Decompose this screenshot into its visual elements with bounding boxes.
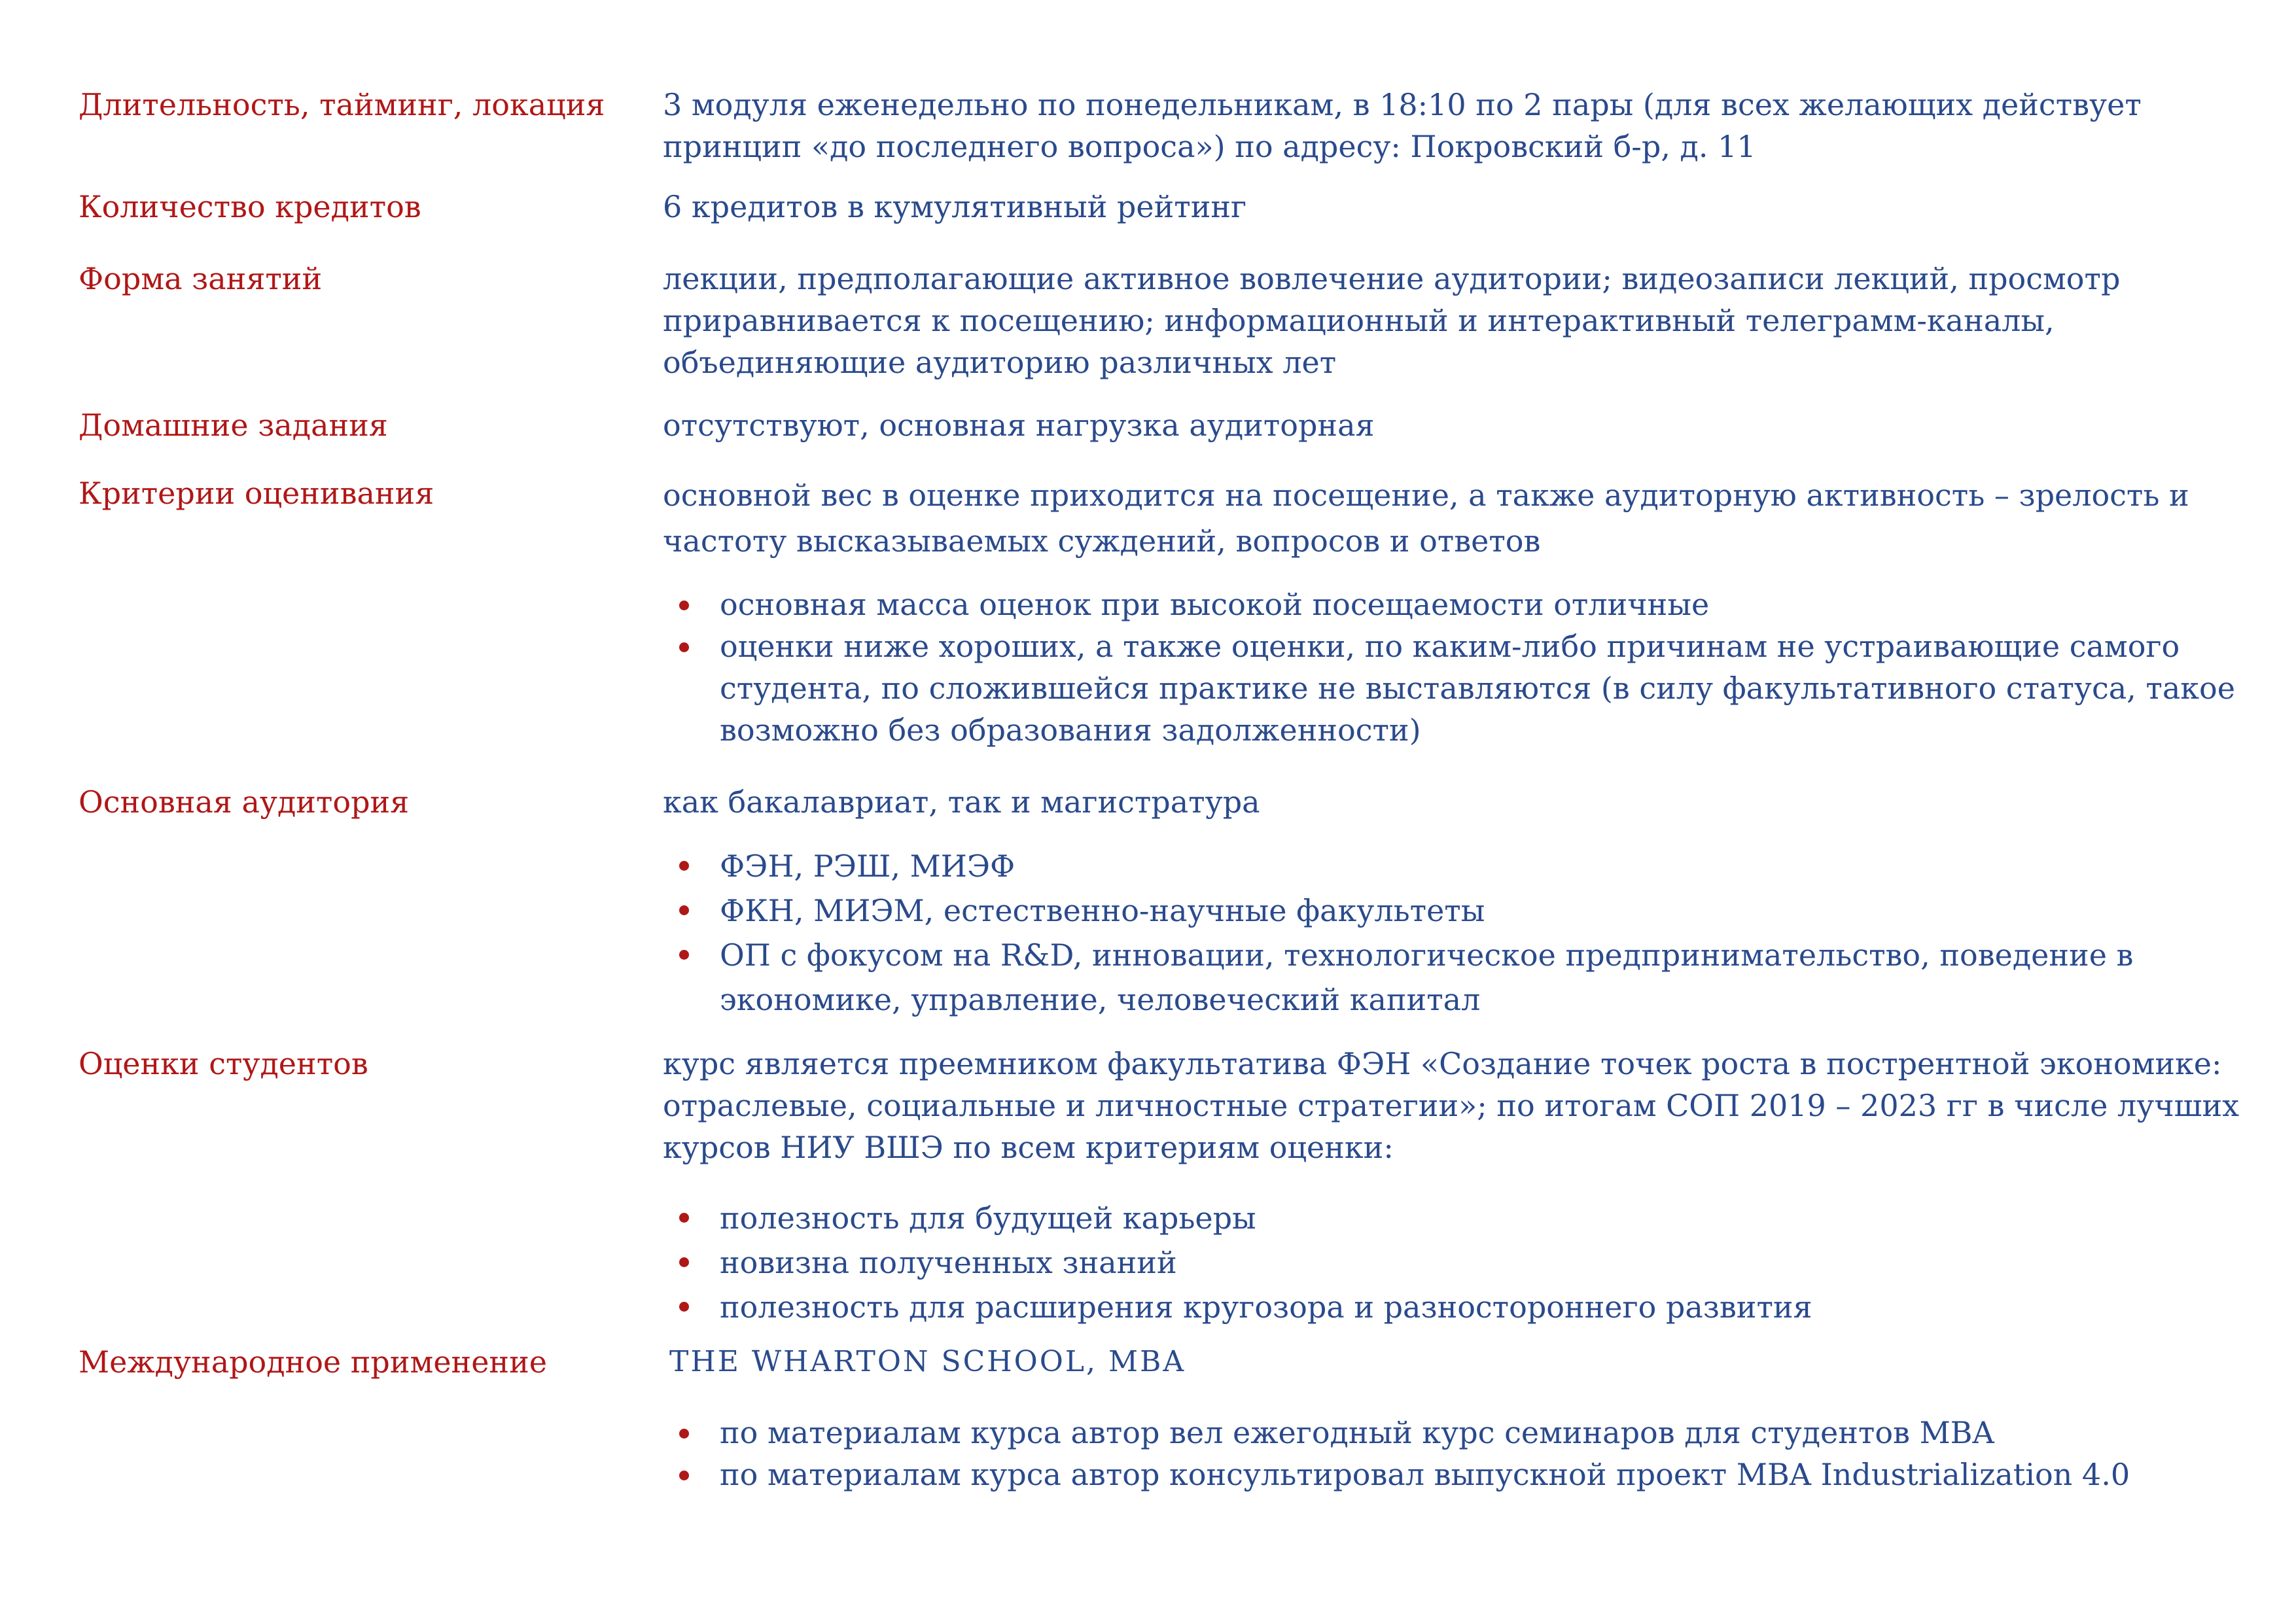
row-content (663, 1341, 2246, 1495)
ratings-text: курс является преемником факультатива ФЭН «Создание точек роста в пострентной экономике: отраслевые, социальные и личностные стратегии»; по итогам СОП 2019 – 2023 гг в числе лучших курсов НИУ ВШЭ по всем критериям оценки: (663, 1046, 2240, 1165)
duration-text: 3 модуля еженедельно по понедельникам, в 18:10 по 2 пары (для всех желающих действует принцип «до последнего вопроса») по адресу: Покровский б-р, д. 11 (663, 87, 2142, 164)
row-content (663, 84, 2246, 167)
bullet-icon (679, 642, 689, 652)
bullet-icon (679, 1471, 689, 1480)
list-item: по материалам курса автор консультировал выпускной проект MBA Industrialization 4.0 (663, 1454, 2246, 1495)
international-bullet-list (663, 1412, 2246, 1495)
row-content (663, 781, 2246, 1022)
row-content (663, 404, 2246, 446)
row-label: Форма занятий (79, 261, 323, 296)
criteria-text: основной вес в оценке приходится на посещение, а также аудиторную активность – зрелость и частоту высказываемых суждений, вопросов и ответов (663, 478, 2189, 559)
audience-bullet-list (663, 844, 2246, 1022)
bullet-icon (679, 1429, 689, 1439)
homework-text: отсутствуют, основная нагрузка аудиторная (663, 408, 1375, 443)
list-item: основная масса оценок при высокой посещаемости отличные (663, 584, 2246, 625)
criteria-bullet-list (663, 584, 2246, 751)
row-content (663, 258, 2246, 383)
bullet-icon (679, 601, 689, 610)
list-item: ОП с фокусом на R&D, инновации, технологическое предпринимательство, поведение в экономике, управление, человеческий капитал (663, 933, 2246, 1022)
row-label: Международное применение (79, 1344, 547, 1380)
row-label: Количество кредитов (79, 189, 421, 224)
list-item: новизна полученных знаний (663, 1240, 2246, 1285)
bullet-icon (679, 905, 689, 915)
row-label: Основная аудитория (79, 784, 410, 820)
list-item: полезность для расширения кругозора и разностороннего развития (663, 1285, 2246, 1329)
school-name: THE WHARTON SCHOOL, MBA (669, 1345, 1186, 1378)
list-item: по материалам курса автор вел ежегодный курс семинаров для студентов MBA (663, 1412, 2246, 1454)
bullet-icon (679, 1257, 689, 1267)
row-label: Домашние задания (79, 408, 388, 443)
row-content (663, 1043, 2246, 1329)
bullet-icon (679, 950, 689, 960)
ratings-bullet-list (663, 1196, 2246, 1329)
audience-text: как бакалавриат, так и магистратура (663, 784, 1260, 820)
row-label: Оценки студентов (79, 1046, 368, 1081)
bullet-icon (679, 1213, 689, 1223)
bullet-icon (679, 861, 689, 871)
credits-text: 6 кредитов в кумулятивный рейтинг (663, 189, 1247, 224)
list-item: полезность для будущей карьеры (663, 1196, 2246, 1240)
row-label: Критерии оценивания (79, 476, 434, 511)
row-content (663, 186, 2246, 228)
list-item: оценки ниже хороших, а также оценки, по каким-либо причинам не устраивающие самого студента, по сложившейся практике не выставляются (в силу факультативного статуса, такое возможно без образования задолженности) (663, 625, 2246, 751)
list-item: ФЭН, РЭШ, МИЭФ (663, 844, 2246, 888)
bullet-icon (679, 1302, 689, 1312)
format-text: лекции, предполагающие активное вовлечение аудитории; видеозаписи лекций, просмотр приравнивается к посещению; информационный и интерактивный телеграмм-каналы, объединяющие аудиторию различных лет (663, 261, 2121, 380)
list-item: ФКН, МИЭМ, естественно-научные факультеты (663, 888, 2246, 933)
row-content (663, 472, 2246, 751)
row-label: Длительность, тайминг, локация (79, 87, 605, 122)
